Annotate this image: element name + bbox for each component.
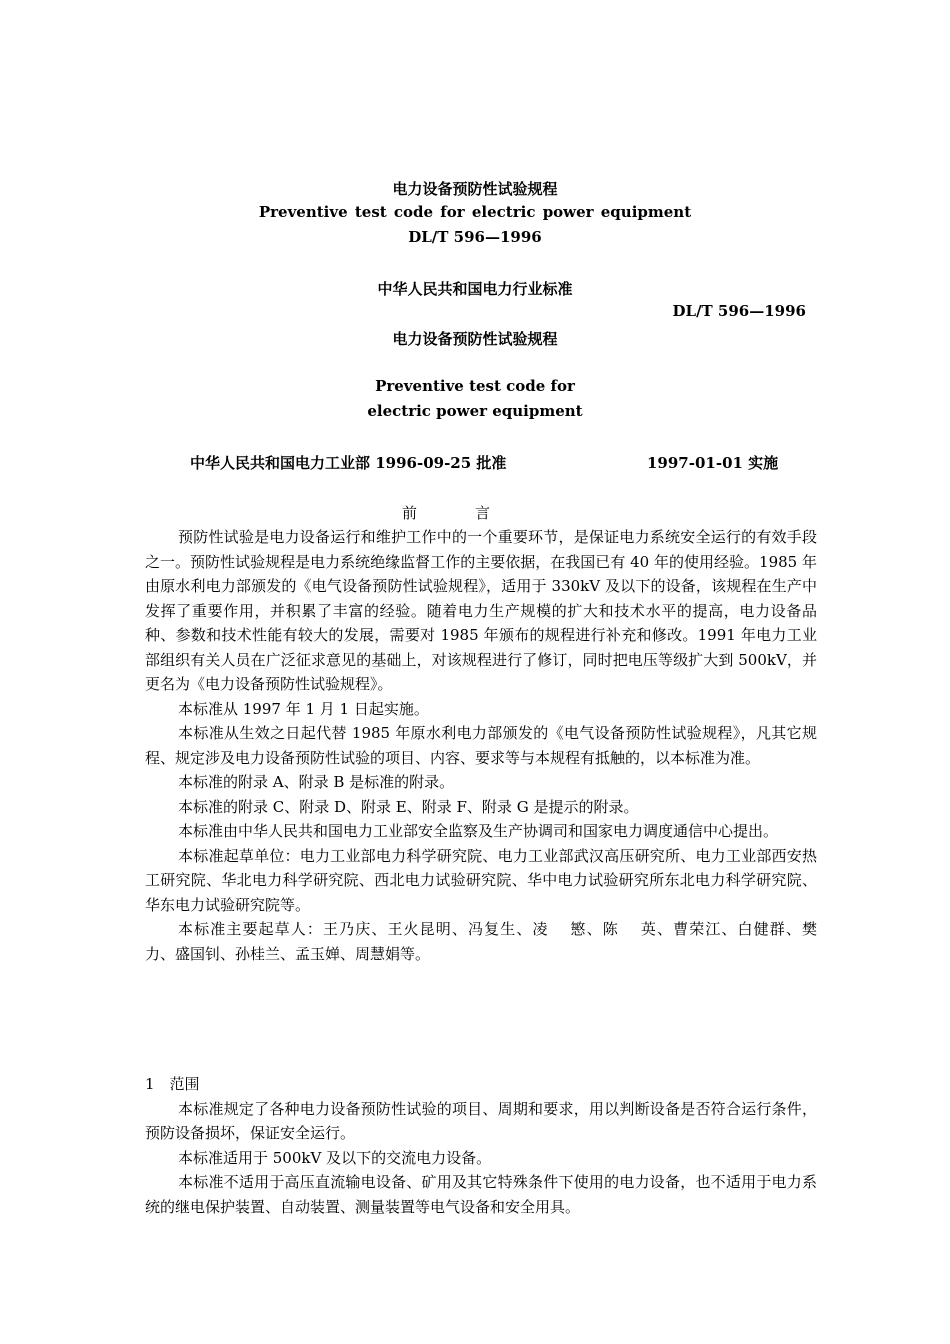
section-paragraph: 本标准适用于 500kV 及以下的交流电力设备。 (178, 1148, 492, 1167)
foreword-paragraph: 本标准从 1997 年 1 月 1 日起实施。 (178, 699, 429, 718)
section-heading: 1 范围 (145, 1075, 200, 1093)
foreword-paragraph: 本标准的附录 A、附录 B 是标准的附录。 (178, 773, 455, 791)
standard-title-cn: 电力设备预防性试验规程 (392, 330, 558, 348)
standard-title-en-2: electric power equipment (367, 402, 583, 420)
implementation-date: 1997-01-01 实施 (647, 454, 779, 472)
section-paragraph: 本标准规定了各种电力设备预防性试验的项目、周期和要求，用以判断设备是否符合运行条件，预防设备损坏，保证安全运行。 (145, 1099, 817, 1142)
foreword-paragraph: 本标准的附录 C、附录 D、附录 E、附录 F、附录 G 是提示的附录。 (178, 797, 639, 816)
header-title-en: Preventive test code for electric power equipment (258, 203, 692, 221)
header-title-cn: 电力设备预防性试验规程 (392, 180, 558, 198)
approval-date: 中华人民共和国电力工业部 1996-09-25 批准 (190, 454, 507, 472)
header-code: DL/T 596—1996 (408, 228, 542, 246)
foreword-body (145, 525, 833, 966)
standard-title-en-1: Preventive test code for (375, 377, 575, 395)
foreword-paragraph: 本标准起草单位：电力工业部电力科学研究院、电力工业部武汉高压研究所、电力工业部西安热工研究院、华北电力科学研究院、西北电力试验研究院、华中电力试验研究所东北电力科学研究院、华东电力试验研究院等。 (145, 846, 817, 914)
foreword-paragraph: 本标准从生效之日起代替 1985 年原水利电力部颁发的《电气设备预防性试验规程》，凡其它规程、规定涉及电力设备预防性试验的项目、内容、要求等与本规程有抵触的，以本标准为准。 (145, 724, 817, 767)
standard-issuer: 中华人民共和国电力行业标准 (377, 280, 573, 298)
foreword-paragraph: 预防性试验是电力设备运行和维护工作中的一个重要环节，是保证电力系统安全运行的有效手段之一。预防性试验规程是电力系统绝缘监督工作的主要依据，在我国已有 40 年的使用经验。1985 年由原水利电力部颁发的《电气设备预防性试验规程》，适用于 330kV 及以下的设备，该规程在生产中发挥了重要作用，并积累了丰富的经验。随着电力生产规模的扩大和技术水平的提高，电力设备品种、参数和技术性能有较大的发展，需要对 1985 年颁布的规程进行补充和修改。1991 年电力工业部组织有关人员在广泛征求意见的基础上，对该规程进行了修订，同时把电压等级扩大到 500kV，并更名为《电力设备预防性试验规程》。 (145, 528, 817, 693)
foreword-paragraph: 本标准由中华人民共和国电力工业部安全监察及生产协调司和国家电力调度通信中心提出。 (178, 822, 779, 840)
foreword-heading: 前言 (401, 504, 548, 522)
standard-code: DL/T 596—1996 (672, 302, 806, 320)
section-1-body (145, 1072, 817, 1219)
foreword-paragraph: 本标准主要起草人：王乃庆、王火昆明、冯复生、凌 慜、陈 英、曹荣江、白健群、樊 力、盛国钊、孙桂兰、孟玉婵、周慧娟等。 (145, 920, 833, 963)
section-paragraph: 本标准不适用于高压直流输电设备、矿用及其它特殊条件下使用的电力设备，也不适用于电力系统的继电保护装置、自动装置、测量装置等电气设备和安全用具。 (145, 1173, 817, 1216)
